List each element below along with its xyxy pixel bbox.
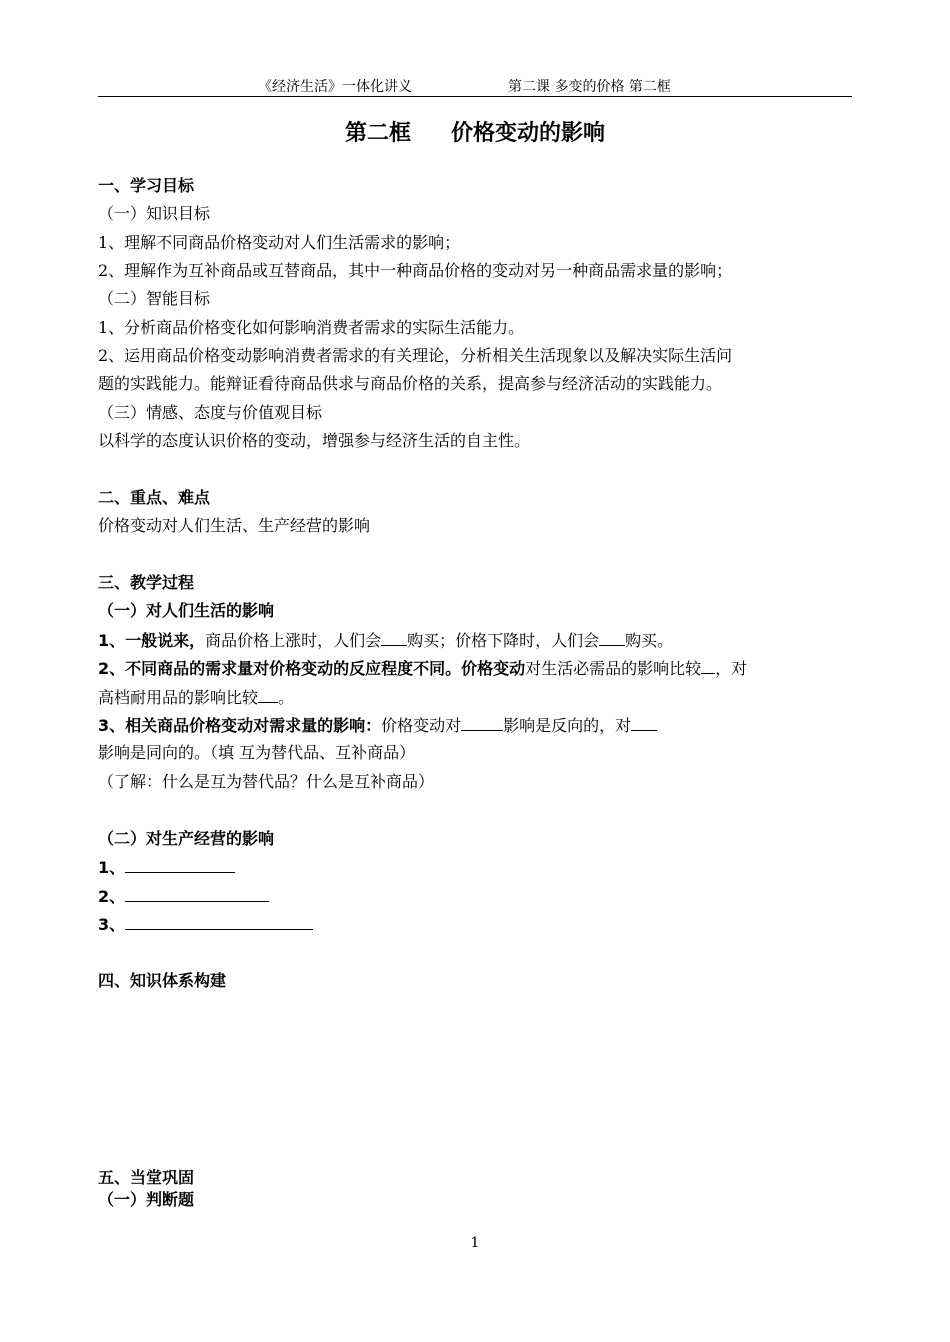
section1-item4a: 2、运用商品价格变动影响消费者需求的有关理论，分析相关生活现象以及解决实际生活问 — [98, 346, 733, 365]
section3-p3-cont: 影响是同向的。（填 互为替代品、互补商品） — [98, 743, 416, 762]
section5-heading: 五、当堂巩固 — [98, 1168, 195, 1187]
section3-p3-note: （了解：什么是互为替代品？什么是互补商品） — [98, 772, 435, 791]
blank-line-3 — [98, 914, 313, 935]
section3-sub1: （一）对人们生活的影响 — [98, 601, 275, 620]
section1-item2: 2、理解作为互补商品或互替商品，其中一种商品价格的变动对另一种商品需求量的影响； — [98, 261, 733, 280]
p3-a: 价格变动对 — [381, 716, 462, 735]
p1-bold: 1、一般说来， — [98, 631, 206, 650]
section1-item3: 1、分析商品价格变化如何影响消费者需求的实际生活能力。 — [98, 318, 525, 337]
section3-p1 — [98, 630, 673, 651]
p1-c: 购买。 — [625, 631, 674, 650]
header-right: 第二课 多变的价格 第二框 — [508, 79, 671, 95]
fill-blank[interactable] — [631, 715, 657, 731]
p3-b: 影响是反向的，对 — [503, 716, 632, 735]
section3-heading: 三、教学过程 — [98, 573, 195, 592]
page-header — [98, 76, 852, 97]
section5-sub1: （一）判断题 — [98, 1190, 195, 1209]
p2-b: ，对 — [715, 659, 748, 678]
p1-a: 商品价格上涨时，人们会 — [205, 631, 382, 650]
section3-p2 — [98, 658, 747, 679]
page-number: 1 — [470, 1235, 480, 1251]
section1-sub2: （二）智能目标 — [98, 289, 211, 308]
p2-c: 高档耐用品的影响比较 — [98, 688, 259, 707]
blank2-label: 2、 — [98, 887, 126, 906]
section1-item5: 以科学的态度认识价格的变动，增强参与经济生活的自主性。 — [98, 431, 531, 450]
section1-sub1: （一）知识目标 — [98, 204, 211, 223]
section1-sub3: （三）情感、态度与价值观目标 — [98, 403, 323, 422]
page-title — [0, 116, 950, 147]
fill-blank[interactable] — [701, 658, 715, 674]
section1-item4b: 题的实践能力。能辩证看待商品供求与商品价格的关系，提高参与经济活动的实践能力。 — [98, 374, 723, 393]
blank1-label: 1、 — [98, 858, 126, 877]
fill-blank[interactable] — [125, 914, 313, 930]
p1-b: 购买；价格下降时，人们会 — [407, 631, 600, 650]
header-left: 《经济生活》一体化讲义 — [258, 79, 412, 95]
title-part1: 第二框 — [344, 121, 411, 146]
section3-p2-cont — [98, 687, 294, 708]
fill-blank[interactable] — [125, 857, 235, 873]
blank-line-2 — [98, 886, 269, 907]
p2-d: 。 — [278, 688, 295, 707]
blank-line-1 — [98, 857, 235, 878]
p2-bold: 2、不同商品的需求量对价格变动的反应程度不同。价格变动 — [98, 659, 526, 678]
p3-bold: 3、相关商品价格变动对需求量的影响： — [98, 716, 382, 735]
fill-blank[interactable] — [599, 630, 625, 646]
section2-text: 价格变动对人们生活、生产经营的影响 — [98, 516, 371, 535]
section1-heading: 一、学习目标 — [98, 176, 195, 195]
fill-blank[interactable] — [461, 715, 503, 731]
section1-item1: 1、理解不同商品价格变动对人们生活需求的影响； — [98, 233, 461, 252]
section3-sub2: （二）对生产经营的影响 — [98, 829, 275, 848]
fill-blank[interactable] — [125, 886, 269, 902]
section3-p3 — [98, 715, 657, 736]
blank3-label: 3、 — [98, 915, 126, 934]
section4-heading: 四、知识体系构建 — [98, 971, 227, 990]
section2-heading: 二、重点、难点 — [98, 488, 211, 507]
fill-blank[interactable] — [258, 687, 278, 703]
p2-a: 对生活必需品的影响比较 — [525, 659, 702, 678]
title-part2: 价格变动的影响 — [451, 121, 606, 146]
fill-blank[interactable] — [381, 630, 407, 646]
